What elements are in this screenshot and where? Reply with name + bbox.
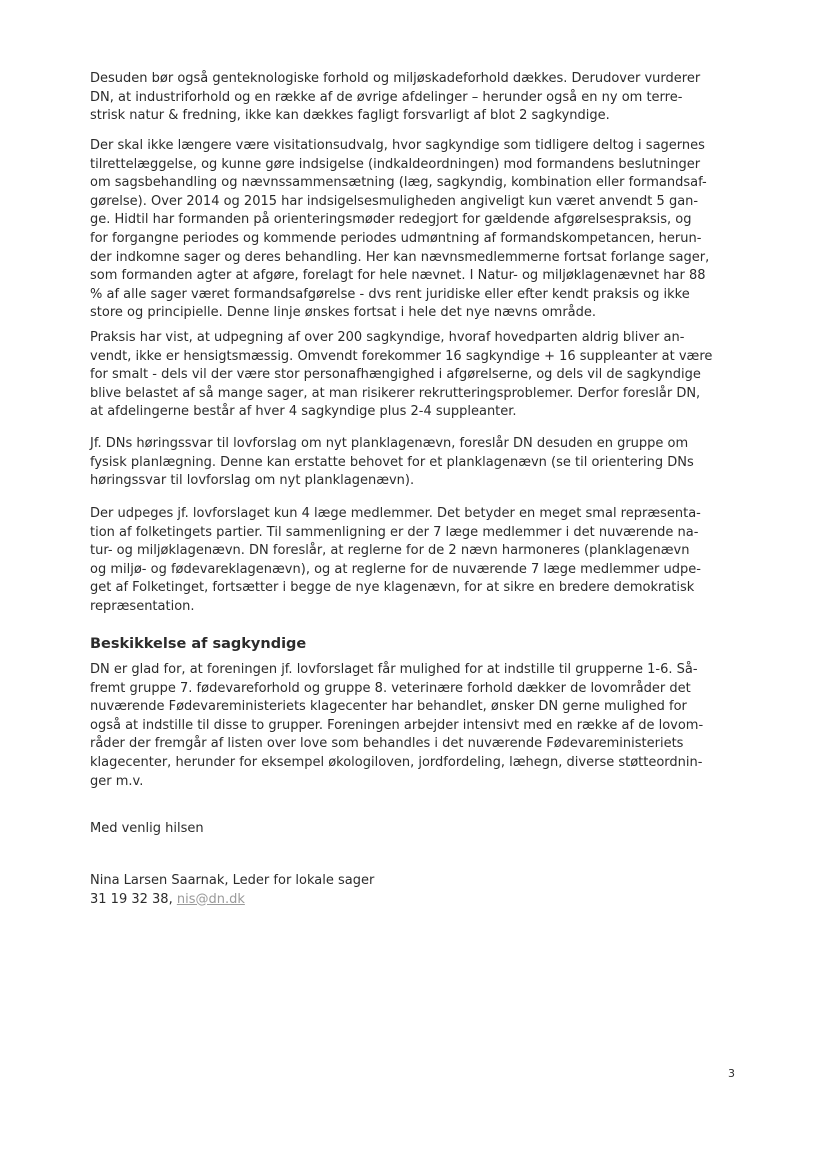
paragraph-line: ger m.v. xyxy=(90,773,144,789)
page-number: 3 xyxy=(728,1067,735,1080)
paragraph-line: get af Folketinget, fortsætter i begge de nye klagenævn, for at sikre en bredere demokratisk xyxy=(90,580,695,596)
paragraph-line: strisk natur & fredning, ikke kan dækkes fagligt forsvarligt af blot 2 sagkyndige. xyxy=(90,108,610,124)
closing xyxy=(90,820,730,839)
paragraph-line: vendt, ikke er hensigtsmæssig. Omvendt forekommer 16 sagkyndige + 16 suppleanter at være xyxy=(90,348,713,364)
paragraph-line: for smalt - dels vil der være stor personafhængighed i afgørelserne, og dels vil de sagkyndige xyxy=(90,367,701,383)
paragraph-line: gørelse). Over 2014 og 2015 har indsigelsesmuligheden angiveligt kun været anvendt 5 gan- xyxy=(90,193,699,209)
section-paragraph xyxy=(90,661,730,791)
paragraph-line: også at indstille til disse to grupper. Foreningen arbejder intensivt med en række af de lovom- xyxy=(90,717,704,733)
paragraph-5 xyxy=(90,505,730,617)
paragraph-4 xyxy=(90,435,730,491)
paragraph-line: Jf. DNs høringssvar til lovforslag om nyt planklagenævn, foreslår DN desuden en gruppe om xyxy=(90,436,689,451)
signature-phone: 31 19 32 38, xyxy=(90,891,173,907)
paragraph-3 xyxy=(90,329,730,422)
paragraph-line: fremt gruppe 7. fødevareforhold og gruppe 8. veterinære forhold dækker de lovområder det xyxy=(90,680,691,696)
signature-name: Nina Larsen Saarnak, Leder for lokale sager xyxy=(90,873,375,888)
paragraph-line: klagecenter, herunder for eksempel økologiloven, jordfordeling, læhegn, diverse støtteordnin- xyxy=(90,754,703,770)
paragraph-line: som formanden agter at afgøre, forelagt for hele nævnet. I Natur- og miljøklagenævnet har 88 xyxy=(90,268,706,284)
paragraph-line: Der udpeges jf. lovforslaget kun 4 læge medlemmer. Det betyder en meget smal repræsenta- xyxy=(90,506,701,521)
paragraph-line: høringssvar til lovforslag om nyt planklagenævn). xyxy=(90,473,415,489)
paragraph-line: store og principielle. Denne linje ønskes fortsat i hele det nye nævns område. xyxy=(90,305,597,321)
paragraph-line: tion af folketingets partier. Til sammenligning er der 7 læge medlemmer i det nuværende na- xyxy=(90,524,699,540)
signature-contact xyxy=(90,891,730,910)
paragraph-line: tur- og miljøklagenævn. DN foreslår, at reglerne for de 2 nævn harmoneres (planklagenævn xyxy=(90,543,690,559)
paragraph-line: og miljø- og fødevareklagenævn), og at reglerne for de nuværende 7 læge medlemmer udpe- xyxy=(90,561,701,577)
paragraph-line: blive belastet af så mange sager, at man risikerer rekrutteringsproblemer. Derfor foreslår DN, xyxy=(90,385,701,401)
paragraph-line: om sagsbehandling og nævnssammensætning (læg, sagkyndig, kombination eller formandsaf- xyxy=(90,175,707,191)
paragraph-line: % af alle sager været formandsafgørelse - dvs rent juridiske eller efter kendt praksis og ikke xyxy=(90,286,690,302)
email-link[interactable]: nis@dn.dk xyxy=(176,891,245,907)
paragraph-line: DN, at industriforhold og en række af de øvrige afdelinger – herunder også en ny om terre- xyxy=(90,89,683,105)
paragraph-line: DN er glad for, at foreningen jf. lovforslaget får mulighed for at indstille til grupperne 1-6. Så- xyxy=(90,662,698,677)
paragraph-line: fysisk planlægning. Denne kan erstatte behovet for et planklagenævn (se til orientering DNs xyxy=(90,454,694,470)
signature xyxy=(90,872,730,909)
paragraph-line: der indkomne sager og deres behandling. Her kan nævnsmedlemmerne fortsat forlange sager, xyxy=(90,249,710,265)
paragraph-1 xyxy=(90,70,730,126)
paragraph-line: ge. Hidtil har formanden på orienteringsmøder redegjort for gældende afgørelsespraksis, og xyxy=(90,212,692,228)
paragraph-line: Praksis har vist, at udpegning af over 200 sagkyndige, hvoraf hovedparten aldrig bliver an- xyxy=(90,330,685,345)
paragraph-line: Der skal ikke længere være visitationsudvalg, hvor sagkyndige som tidligere deltog i sagernes xyxy=(90,138,705,153)
paragraph-line: råder der fremgår af listen over love som behandles i det nuværende Fødevareministeriets xyxy=(90,736,684,752)
section-heading: Beskikkelse af sagkyndige xyxy=(90,636,307,652)
paragraph-line: repræsentation. xyxy=(90,598,195,614)
paragraph-line: Desuden bør også genteknologiske forhold og miljøskadeforhold dækkes. Derudover vurderer xyxy=(90,71,701,86)
paragraph-line: at afdelingerne består af hver 4 sagkyndige plus 2-4 suppleanter. xyxy=(90,404,517,420)
paragraph-line: for forgangne periodes og kommende periodes udmøntning af formandskompetancen, herun- xyxy=(90,230,702,246)
closing-text: Med venlig hilsen xyxy=(90,821,204,836)
paragraph-line: nuværende Fødevareministeriets klagecenter har behandlet, ønsker DN gerne mulighed for xyxy=(90,699,687,715)
paragraph-line: tilrettelæggelse, og kunne gøre indsigelse (indkaldeordningen) mod formandens beslutninger xyxy=(90,156,701,172)
paragraph-2 xyxy=(90,137,730,323)
